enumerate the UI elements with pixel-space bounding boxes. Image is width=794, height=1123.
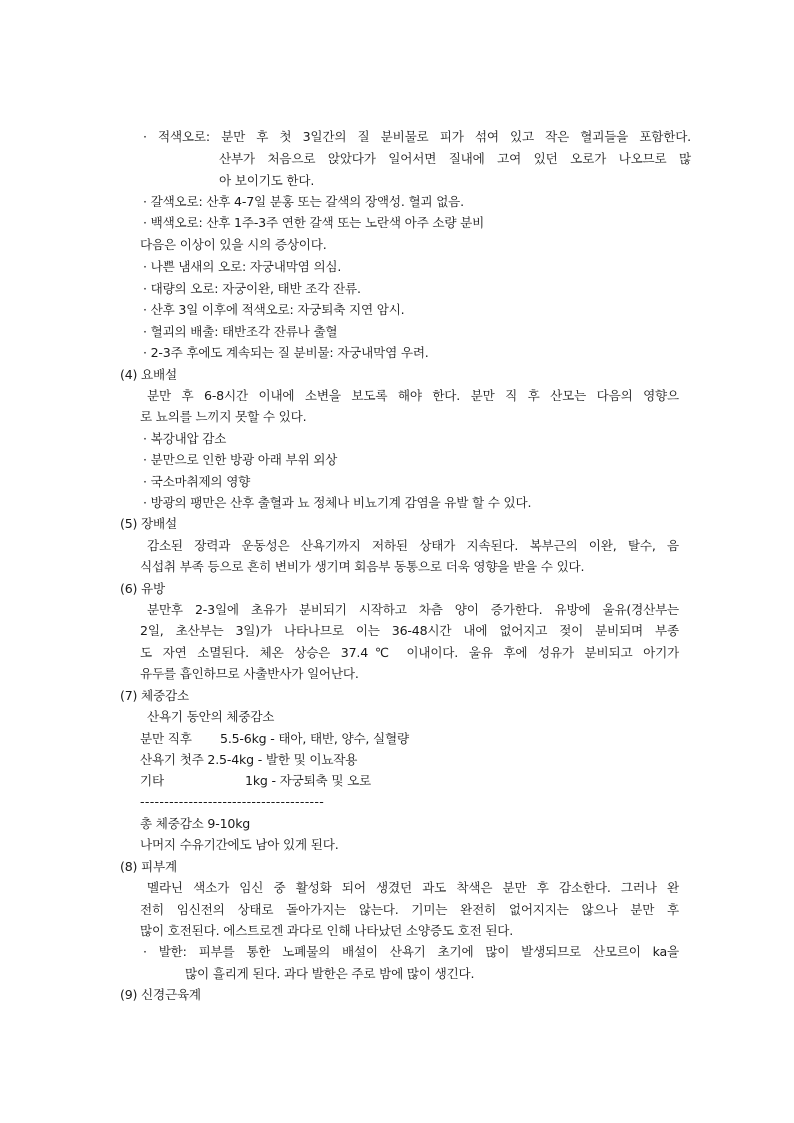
skin-paragraph-line-1: 멜라닌 색소가 임신 중 활성화 되어 생겼던 과도 착색은 분만 후 감소한다. 그러나 완	[147, 880, 679, 895]
urination-item: · 방광의 팽만은 산후 출혈과 뇨 정체나 비뇨기계 감염을 유발 할 수 있다.	[143, 495, 532, 510]
urination-item: · 국소마취제의 영향	[143, 474, 251, 489]
urination-heading: (4) 요배설	[120, 367, 177, 382]
weight-row: 산욕기 첫주 2.5-4kg - 발한 및 이뇨작용	[140, 752, 358, 767]
breast-heading: (6) 유방	[120, 581, 165, 596]
skin-heading: (8) 피부계	[120, 859, 177, 874]
breast-paragraph-line-3: 도 자연 소멸된다. 체온 상승은 37.4℃ 이내이다. 울유 후에 성유가 분비되고 아기가	[140, 645, 679, 660]
urination-item: · 복강내압 감소	[143, 431, 227, 446]
skin-sweat-line-1: · 발한: 피부를 통한 노폐물의 배설이 산욕기 초기에 많이 발생되므로 산모르이 ka을	[143, 944, 679, 959]
breast-paragraph-line-4: 유두를 흡인하므로 사출반사가 일어난다.	[140, 666, 359, 681]
neuro-heading: (9) 신경근육계	[120, 987, 201, 1002]
bowel-paragraph-line-1: 감소된 장력과 운동성은 산욕기까지 저하된 상태가 지속된다. 복부근의 이완, 탈수, 음	[147, 538, 679, 553]
weight-total: 총 체중감소 9-10kg	[140, 816, 251, 831]
weight-row-value: 1kg - 자궁퇴축 및 오로	[245, 773, 372, 788]
weight-subtitle: 산욕기 동안의 체중감소	[147, 709, 275, 724]
lochia-red-line-2: 산부가 처음으로 앉았다가 일어서면 질내에 고여 있던 오로가 나오므로 많	[219, 151, 691, 166]
lochia-abnormal-item: · 대량의 오로: 자궁이완, 태반 조각 잔류.	[143, 281, 361, 296]
urination-paragraph-line-2: 로 뇨의를 느끼지 못할 수 있다.	[140, 409, 307, 424]
lochia-white-line: · 백색오로: 산후 1주-3주 연한 갈색 또는 노란색 아주 소량 분비	[143, 215, 485, 230]
urination-item: · 분만으로 인한 방광 아래 부위 외상	[143, 452, 338, 467]
bowel-heading: (5) 장배설	[120, 516, 177, 531]
lochia-abnormal-item: · 산후 3일 이후에 적색오로: 자궁퇴축 지연 암시.	[143, 302, 405, 317]
breast-paragraph-line-1: 분만후 2-3일에 초유가 분비되기 시작하고 차츰 양이 증가한다. 유방에 울유(경산부는	[147, 602, 679, 617]
lochia-red-line-1: · 적색오로: 분만 후 첫 3일간의 질 분비물로 피가 섞여 있고 작은 혈괴들을 포함한다.	[143, 129, 691, 144]
weight-divider: --------------------------------------	[140, 794, 325, 809]
weight-row-label: 분만 직후	[140, 731, 192, 746]
lochia-abnormal-item: · 혈괴의 배출: 태반조각 잔류나 출혈	[143, 324, 338, 339]
lochia-brown-line: · 갈색오로: 산후 4-7일 분홍 또는 갈색의 장액성. 혈괴 없음.	[143, 194, 464, 209]
lochia-abnormal-item: · 나쁜 냄새의 오로: 자궁내막염 의심.	[143, 259, 342, 274]
skin-paragraph-line-2: 전히 임신전의 상태로 돌아가지는 않는다. 기미는 완전히 없어지지는 않으나 분만 후	[140, 902, 679, 917]
lochia-abnormal-intro: 다음은 이상이 있을 시의 증상이다.	[140, 237, 327, 252]
weight-heading: (7) 체중감소	[120, 688, 189, 703]
skin-paragraph-line-3: 많이 호전된다. 에스트로겐 과다로 인해 나타났던 소양증도 호전 된다.	[140, 923, 514, 938]
bowel-paragraph-line-2: 식섭취 부족 등으로 흔히 변비가 생기며 회음부 동통으로 더욱 영향을 받을 수 있다.	[140, 559, 585, 574]
lochia-abnormal-item: · 2-3주 후에도 계속되는 질 분비물: 자궁내막염 우려.	[143, 345, 429, 360]
lochia-red-line-3: 아 보이기도 한다.	[219, 173, 315, 188]
breast-paragraph-line-2: 2일, 초산부는 3일)가 나타나므로 이는 36-48시간 내에 없어지고 젖이 분비되며 부종	[140, 623, 679, 638]
weight-remainder: 나머지 수유기간에도 남아 있게 된다.	[140, 837, 339, 852]
skin-sweat-line-2: 많이 흘리게 된다. 과다 발한은 주로 밤에 많이 생긴다.	[185, 966, 475, 981]
weight-row-label: 기타	[140, 773, 164, 788]
weight-row-value: 5.5-6kg - 태아, 태반, 양수, 실혈량	[220, 731, 409, 746]
urination-paragraph-line-1: 분만 후 6-8시간 이내에 소변을 보도록 해야 한다. 분만 직 후 산모는 다음의 영향으	[147, 388, 679, 403]
